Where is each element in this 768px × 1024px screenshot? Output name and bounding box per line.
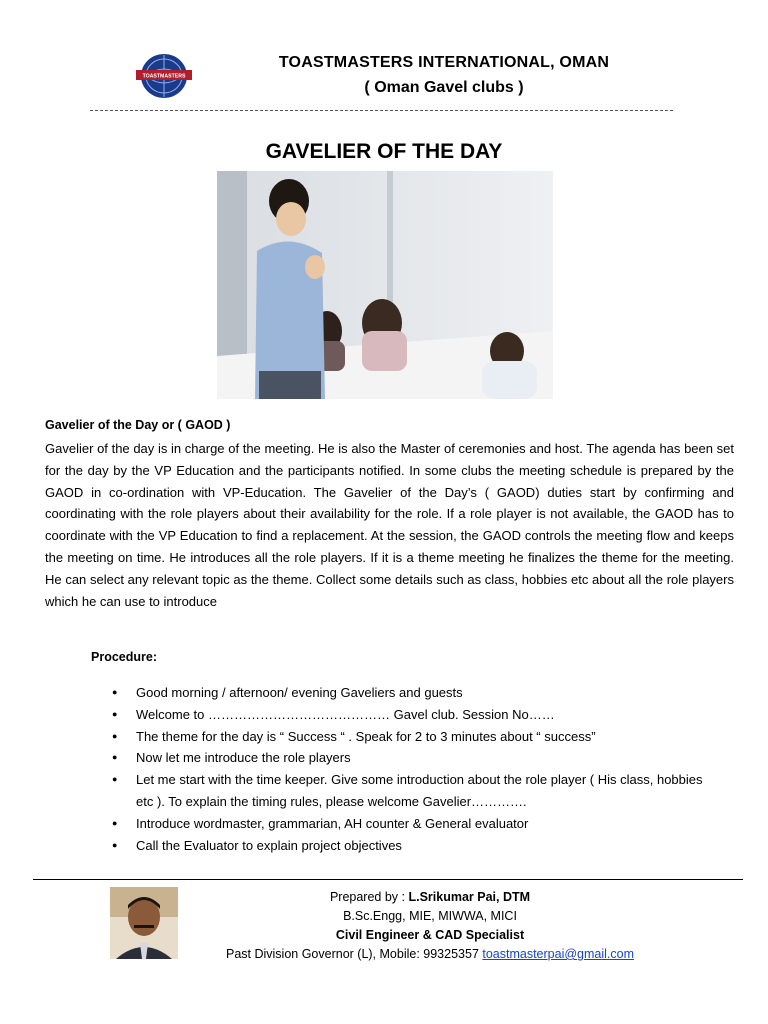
procedure-heading: Procedure: <box>91 650 157 664</box>
procedure-list <box>91 682 711 856</box>
page-title: GAVELIER OF THE DAY <box>265 140 503 163</box>
footer-credits <box>200 888 660 964</box>
meeting-photo <box>217 171 553 399</box>
description-paragraph: Gavelier of the day is in charge of the meeting. He is also the Master of ceremonies and host. The agenda has been set for the day by the VP Education and the participants notified. In some clubs the meeting schedule is prepared by the GAOD in co-ordination with VP-Education. The Gavelier of the Day’s ( GAOD) duties start by confirming and coordinating with the role players about their availability for the role. If a role player is not available, the GAOD has to coordinate with the VP Education to find a replacement. At the session, the GAOD controls the meeting flow and keeps the meeting on time. He introduces all the role players. If it is a theme meeting he finalizes the theme for the meeting. He can select any relevant topic as the theme. Collect some details such as class, hobbies etc about all the role players which he can use to introduce <box>45 441 734 609</box>
profession: Civil Engineer & CAD Specialist <box>335 928 525 942</box>
footer-divider <box>33 879 743 880</box>
svg-text:TOASTMASTERS: TOASTMASTERS <box>142 73 186 80</box>
author-name: L.Srikumar Pai, DTM <box>408 890 531 904</box>
email-link[interactable]: toastmasterpai@gmail.com <box>482 947 635 961</box>
list-item: ● The theme for the day is “ Success “ . Speak for 2 to 3 minutes about “ success” <box>91 726 711 748</box>
prepared-by-line <box>200 888 660 907</box>
list-item: ● Welcome to …………………………………… Gavel club. Session No…… <box>91 704 711 726</box>
author-photo <box>110 887 178 959</box>
section-heading: Gavelier of the Day or ( GAOD ) <box>45 418 231 432</box>
list-item: ● Introduce wordmaster, grammarian, AH counter & General evaluator <box>91 813 711 835</box>
org-subtitle: ( Oman Gavel clubs ) <box>364 79 524 96</box>
toastmasters-logo <box>134 52 194 100</box>
header-divider <box>90 110 673 111</box>
list-item: ● Let me start with the time keeper. Give some introduction about the role player ( His class, hobbies etc ). To explain the timing rules, please welcome Gavelier…………. <box>91 769 711 813</box>
contact-text: Past Division Governor (L), Mobile: 99325357 <box>225 947 483 961</box>
contact-line <box>200 945 660 964</box>
org-title: TOASTMASTERS INTERNATIONAL, OMAN <box>278 54 610 71</box>
list-item: ● Call the Evaluator to explain project objectives <box>91 835 711 857</box>
qualifications: B.Sc.Engg, MIE, MIWWA, MICI <box>343 909 517 923</box>
prepared-label: Prepared by : <box>329 890 409 904</box>
list-item: ● Now let me introduce the role players <box>91 747 711 769</box>
list-item: ● Good morning / afternoon/ evening Gaveliers and guests <box>91 682 711 704</box>
